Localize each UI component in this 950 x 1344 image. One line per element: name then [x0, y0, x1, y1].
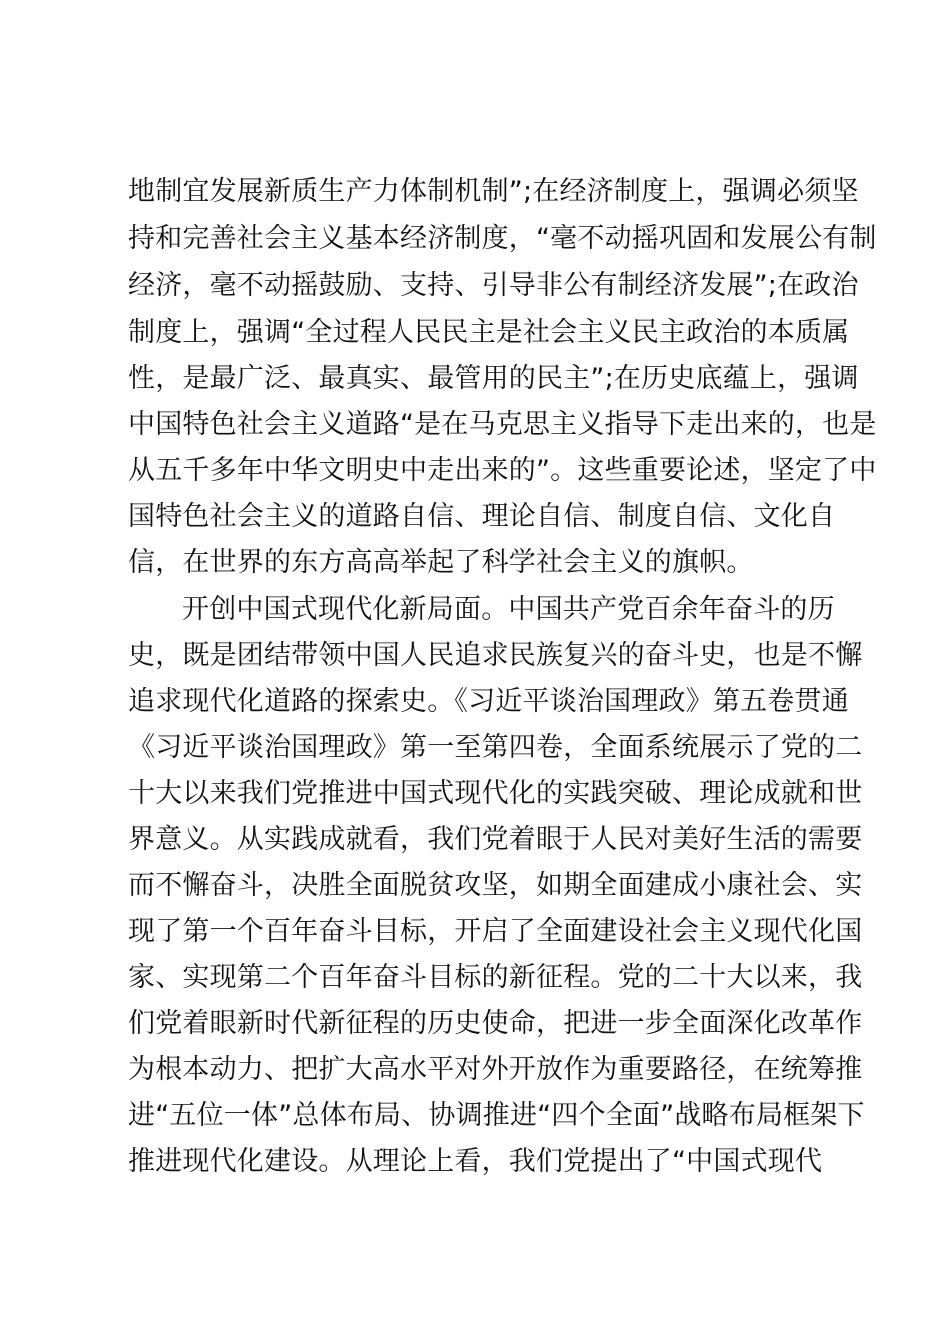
- text-line: 为根本动力、把扩大高水平对外开放作为重要路径，在统筹推: [128, 1054, 863, 1085]
- text-line: 经济，毫不动摇鼓励、支持、引导非公有制经济发展”;在政治: [128, 270, 859, 301]
- text-line: 们党着眼新时代新征程的历史使命，把进一步全面深化改革作: [128, 1008, 863, 1039]
- text-line: 从五千多年中华文明史中走出来的”。这些重要论述，坚定了中: [128, 455, 877, 486]
- text-line: 十大以来我们党推进中国式现代化的实践突破、理论成就和世: [128, 778, 863, 809]
- text-line: 持和完善社会主义基本经济制度，“毫不动摇巩固和发展公有制: [128, 223, 877, 254]
- text-line: 中国特色社会主义道路“是在马克思主义指导下走出来的，也是: [128, 409, 877, 440]
- text-line: 信，在世界的东方高高举起了科学社会主义的旗帜。: [128, 547, 754, 578]
- text-line: 界意义。从实践成就看，我们党着眼于人民对美好生活的需要: [128, 824, 863, 855]
- text-line: 《习近平谈治国理政》第一至第四卷，全面系统展示了党的二: [128, 732, 863, 763]
- text-line: 性，是最广泛、最真实、最管用的民主”;在历史底蕴上，强调: [128, 363, 859, 394]
- text-line: 制度上，强调“全过程人民民主是社会主义民主政治的本质属: [128, 317, 850, 348]
- text-line: 进“五位一体”总体布局、协调推进“四个全面”战略布局框架下: [128, 1100, 865, 1131]
- paragraph-first-line: 开创中国式现代化新局面。中国共产党百余年奋斗的历: [182, 594, 835, 625]
- text-line: 家、实现第二个百年奋斗目标的新征程。党的二十大以来，我: [128, 962, 863, 993]
- text-line: 国特色社会主义的道路自信、理论自信、制度自信、文化自: [128, 501, 836, 532]
- text-line: 史，既是团结带领中国人民追求民族复兴的奋斗史，也是不懈: [128, 640, 863, 671]
- text-line: 地制宜发展新质生产力体制机制”;在经济制度上，强调必须坚: [128, 176, 859, 207]
- text-line: 现了第一个百年奋斗目标，开启了全面建设社会主义现代化国: [128, 916, 863, 947]
- text-line: 追求现代化道路的探索史。《习近平谈治国理政》第五卷贯通: [128, 686, 849, 717]
- text-line: 推进现代化建设。从理论上看，我们党提出了“中国式现代: [128, 1146, 823, 1177]
- text-line: 而不懈奋斗，决胜全面脱贫攻坚，如期全面建成小康社会、实: [128, 870, 863, 901]
